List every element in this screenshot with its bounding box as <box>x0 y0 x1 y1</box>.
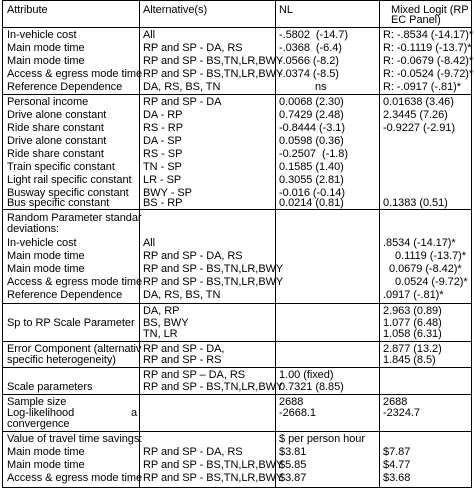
cell-alternative: RP and SP - DA, RS <box>143 446 243 458</box>
cell-mixed-logit: 2688 <box>383 396 408 408</box>
cell-attribute: Access & egress mode time <box>7 472 143 484</box>
cell-alternative: RP and SP - RS <box>143 354 222 366</box>
cell-nl: 0.1585 (1.40) <box>279 161 344 173</box>
cell-alternative: BS - RP <box>143 197 183 209</box>
cell-attribute: In-vehicle cost <box>7 29 77 41</box>
cell-alternative: RP and SP - BS,TN,LR,BWY <box>143 381 284 393</box>
cell-attribute: Drive alone constant <box>7 109 107 121</box>
cell-attribute: Main mode time <box>7 250 85 262</box>
cell-nl: $3.87 <box>279 472 307 484</box>
cell-attribute: Ride share constant <box>7 122 104 134</box>
cell-alternative: RP and SP – DA, RS <box>143 369 246 381</box>
cell-mixed-logit: R: -0.0524 (-9.72)* <box>383 68 474 80</box>
cell-nl: -.0566 (-8.2) <box>279 55 339 67</box>
cell-alternative: RS - RP <box>143 122 183 134</box>
cell-alternative: RP and SP - DA, RS <box>143 42 243 54</box>
cell-nl: 0.0598 (0.36) <box>279 135 344 147</box>
cell-alternative: DA - SP <box>143 135 182 147</box>
cell-mixed-logit: $3.68 <box>383 472 411 484</box>
cell-mixed-logit: 2.877 (13.2) <box>383 343 442 355</box>
cell-attribute: Light rail specific constant <box>7 174 132 186</box>
cell-alternative: RP and SP - BS,TN,LR,BWY <box>143 68 284 80</box>
header-attribute: Attribute <box>7 4 48 16</box>
cell-alternative: BS, BWY <box>143 317 189 329</box>
header-alternatives: Alternative(s) <box>143 4 208 16</box>
cell-alternative: LR - SP <box>143 174 182 186</box>
cell-nl: -2668.1 <box>279 407 316 419</box>
cell-alternative: RS - SP <box>143 148 183 160</box>
cell-attribute: Error Component (alternativ <box>7 343 142 355</box>
cell-mixed-logit: -0.9227 (-2.91) <box>383 122 456 134</box>
cell-alternative: DA, RS, BS, TN <box>143 81 221 93</box>
cell-attribute: Reference Dependence <box>7 289 123 301</box>
cell-attribute: Train specific constant <box>7 161 115 173</box>
cell-alternative: DA, RP <box>143 305 180 317</box>
cell-mixed-logit: 1.058 (6.31) <box>383 328 442 340</box>
cell-mixed-logit: 0.0524 (-9.72)* <box>395 276 468 288</box>
column-divider <box>379 1 380 487</box>
cell-nl: -.0374 (-8.5) <box>279 68 339 80</box>
cell-nl: ns <box>315 81 327 93</box>
cell-attribute: Sp to RP Scale Parameter <box>7 317 135 329</box>
cell-attribute: Drive alone constant <box>7 135 107 147</box>
header-mixed-logit: Mixed Logit (RP <box>391 4 469 16</box>
cell-mixed-logit: R: -.0917 (-.81)* <box>383 81 462 93</box>
cell-attribute: Main mode time <box>7 55 85 67</box>
cell-nl: $3.81 <box>279 446 307 458</box>
cell-stray-mark: a <box>131 407 138 419</box>
cell-nl: $ per person hour <box>279 433 365 445</box>
cell-mixed-logit: 2.963 (0.89) <box>383 305 442 317</box>
cell-alternative: RP and SP - BS,TN,LR,BWY <box>143 263 284 275</box>
cell-nl: 0.7321 (8.85) <box>279 381 344 393</box>
cell-mixed-logit: -2324.7 <box>383 407 420 419</box>
cell-nl: 0.0068 (2.30) <box>279 96 344 108</box>
cell-attribute: Scale parameters <box>7 381 93 393</box>
cell-nl: 0.3055 (2.81) <box>279 174 344 186</box>
cell-mixed-logit: 1.077 (6.48) <box>383 317 442 329</box>
cell-attribute: Busway specific constant <box>7 187 129 199</box>
cell-mixed-logit: $7.87 <box>383 446 411 458</box>
cell-nl: -0.2507 (-1.8) <box>279 148 348 160</box>
cell-attribute: Reference Dependence <box>7 81 123 93</box>
cell-attribute: Main mode time <box>7 446 85 458</box>
cell-attribute: Access & egress mode time <box>7 68 143 80</box>
section-label-deviations: deviations: <box>7 223 60 235</box>
cell-attribute: Personal income <box>7 96 89 108</box>
cell-mixed-logit: 0.1119 (-13.7)* <box>395 250 466 262</box>
cell-nl: 0.0214 (0.81) <box>279 197 344 209</box>
cell-nl: 2688 <box>279 396 304 408</box>
cell-attribute: Log-likelihood <box>7 407 75 419</box>
results-table <box>2 0 472 488</box>
cell-alternative: TN, LR <box>143 328 178 340</box>
cell-mixed-logit: 2.3445 (7.26) <box>383 109 448 121</box>
cell-nl: -.0368 (-6.4) <box>279 42 342 54</box>
cell-mixed-logit: 0.0679 (-8.42)* <box>389 263 462 275</box>
cell-alternative: BWY - SP <box>143 187 192 199</box>
header-mixed-logit-line2: EC Panel) <box>391 14 441 26</box>
cell-alternative: RP and SP - BS,TN,LR,BWY <box>143 472 284 484</box>
cell-alternative: RP and SP - BS,TN,LR,BWY <box>143 276 284 288</box>
row-divider <box>3 431 471 432</box>
cell-nl: $5.85 <box>279 459 307 471</box>
cell-mixed-logit: $4.77 <box>383 459 411 471</box>
cell-mixed-logit: .0917 (-.81)* <box>383 289 444 301</box>
section-label-random-parameter: Random Parameter standar <box>7 212 142 224</box>
cell-attribute: Value of travel time savings: <box>7 433 143 445</box>
cell-attribute: Main mode time <box>7 263 85 275</box>
header-nl: NL <box>279 4 293 16</box>
cell-alternative: RP and SP - DA, RS <box>143 250 243 262</box>
cell-attribute: Main mode time <box>7 42 85 54</box>
cell-nl: -0.016 (-0.14) <box>279 187 345 199</box>
cell-alternative: TN - SP <box>143 161 182 173</box>
cell-attribute: Bus specific constant <box>7 197 110 209</box>
cell-attribute: Access & egress mode time <box>7 276 143 288</box>
cell-mixed-logit: R: -0.1119 (-13.7)* <box>383 42 472 54</box>
cell-mixed-logit: 1.845 (8.5) <box>383 354 436 366</box>
cell-alternative: DA - RP <box>143 109 183 121</box>
cell-mixed-logit: R: -.8534 (-14.17)* <box>383 29 474 41</box>
cell-mixed-logit: 0.1383 (0.51) <box>383 197 448 209</box>
cell-alternative: RP and SP - BS,TN,LR,BWY <box>143 459 284 471</box>
cell-mixed-logit: .8534 (-14.17)* <box>383 237 456 249</box>
cell-alternative: RP and SP - DA <box>143 96 222 108</box>
cell-attribute: Sample size <box>7 396 67 408</box>
cell-nl: 1.00 (fixed) <box>279 369 334 381</box>
cell-alternative: RP and SP - BS,TN,LR,BWY <box>143 55 284 67</box>
cell-nl: -0.8444 (-3.1) <box>279 122 345 134</box>
cell-attribute: specific heterogeneity) <box>7 354 116 366</box>
cell-attribute: Main mode time <box>7 459 85 471</box>
cell-attribute-continued: convergence <box>7 418 70 430</box>
cell-alternative: All <box>143 29 156 41</box>
cell-attribute: Ride share constant <box>7 148 104 160</box>
cell-mixed-logit: 0.01638 (3.46) <box>383 96 454 108</box>
cell-mixed-logit: R: -0.0679 (-8.42)* <box>383 55 474 67</box>
cell-attribute: In-vehicle cost <box>7 237 77 249</box>
cell-nl: -.5802 (-14.7) <box>279 29 348 41</box>
cell-alternative: RP and SP - DA, <box>143 343 225 355</box>
cell-nl: 0.7429 (2.48) <box>279 109 344 121</box>
cell-alternative: All <box>143 237 156 249</box>
row-divider <box>3 303 471 304</box>
cell-alternative: DA, RS, BS, TN <box>143 289 221 301</box>
